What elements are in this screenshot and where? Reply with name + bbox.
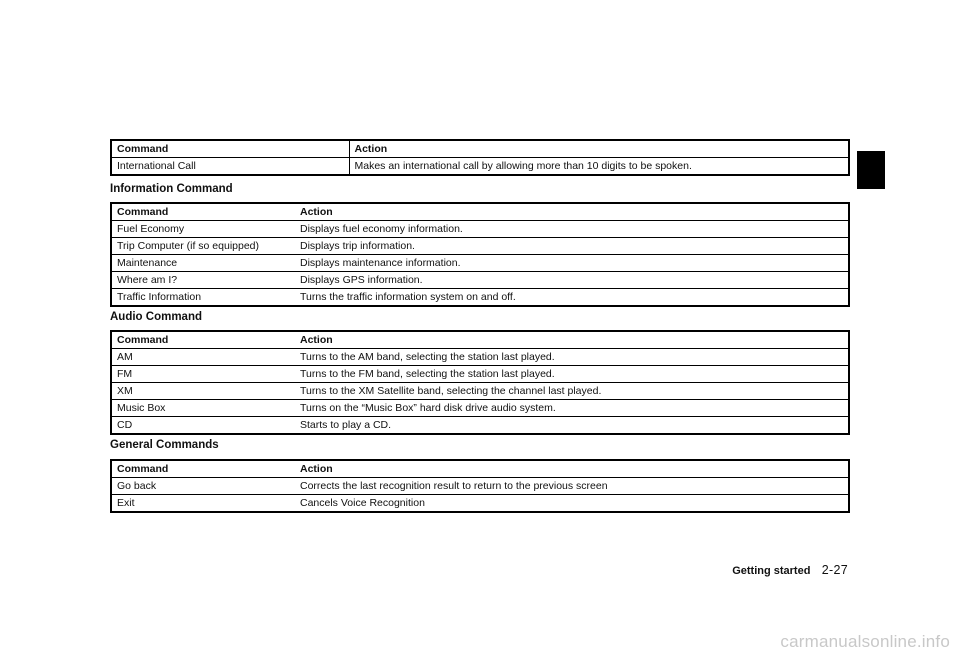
action-cell: Cancels Voice Recognition — [295, 495, 849, 513]
table-row — [111, 417, 849, 435]
action-cell: Displays fuel economy information. — [295, 221, 849, 238]
column-header-command: Command — [117, 334, 169, 346]
action-cell: Displays maintenance information. — [295, 255, 849, 272]
table-row — [111, 272, 849, 289]
command-cell: Exit — [111, 495, 295, 513]
command-cell: FM — [111, 366, 295, 383]
chapter-tab-marker — [857, 151, 885, 189]
action-cell: Displays GPS information. — [295, 272, 849, 289]
command-cell: Fuel Economy — [111, 221, 295, 238]
command-cell: International Call — [111, 158, 349, 176]
table-row — [111, 349, 849, 366]
page-footer — [732, 563, 848, 577]
column-header-action: Action — [300, 206, 333, 218]
column-header-action: Action — [349, 140, 849, 158]
general-command-table — [110, 459, 850, 513]
page-number: 2-27 — [821, 563, 848, 577]
action-cell: Displays trip information. — [295, 238, 849, 255]
section-title-general: General Commands — [110, 439, 219, 451]
action-cell: Starts to play a CD. — [295, 417, 849, 435]
section-title-audio: Audio Command — [110, 311, 202, 323]
command-cell: Go back — [111, 478, 295, 495]
audio-command-table — [110, 330, 850, 435]
information-command-table — [110, 202, 850, 307]
action-cell: Turns to the XM Satellite band, selecting the channel last played. — [295, 383, 849, 400]
command-cell: Trip Computer (if so equipped) — [111, 238, 295, 255]
column-header-command: Command — [117, 143, 169, 155]
section-title-information: Information Command — [110, 183, 233, 195]
table-header-row — [111, 140, 849, 158]
command-cell: XM — [111, 383, 295, 400]
action-cell: Turns to the AM band, selecting the station last played. — [295, 349, 849, 366]
action-cell: Makes an international call by allowing more than 10 digits to be spoken. — [349, 158, 849, 176]
table-row — [111, 238, 849, 255]
table-row — [111, 478, 849, 495]
action-cell: Turns to the FM band, selecting the station last played. — [295, 366, 849, 383]
action-cell: Turns on the “Music Box” hard disk drive audio system. — [295, 400, 849, 417]
table-row — [111, 495, 849, 513]
column-header-action: Action — [300, 334, 333, 346]
table-header-row — [111, 460, 849, 478]
command-cell: CD — [111, 417, 295, 435]
table-row — [111, 158, 849, 176]
command-cell: AM — [111, 349, 295, 366]
column-header-command: Command — [117, 463, 169, 475]
table-row — [111, 400, 849, 417]
section-label: Getting started — [732, 565, 811, 577]
table-row — [111, 255, 849, 272]
column-header-action: Action — [300, 463, 333, 475]
command-cell: Music Box — [111, 400, 295, 417]
watermark: carmanualsonline.info — [780, 632, 950, 651]
command-cell: Traffic Information — [111, 289, 295, 307]
command-cell: Where am I? — [111, 272, 295, 289]
table-header-row — [111, 203, 849, 221]
command-cell: Maintenance — [111, 255, 295, 272]
action-cell: Corrects the last recognition result to return to the previous screen — [295, 478, 849, 495]
action-cell: Turns the traffic information system on and off. — [295, 289, 849, 307]
table-row — [111, 383, 849, 400]
table-row — [111, 366, 849, 383]
column-header-command: Command — [117, 206, 169, 218]
phone-command-table — [110, 139, 850, 176]
table-row — [111, 289, 849, 307]
table-header-row — [111, 331, 849, 349]
table-row — [111, 221, 849, 238]
